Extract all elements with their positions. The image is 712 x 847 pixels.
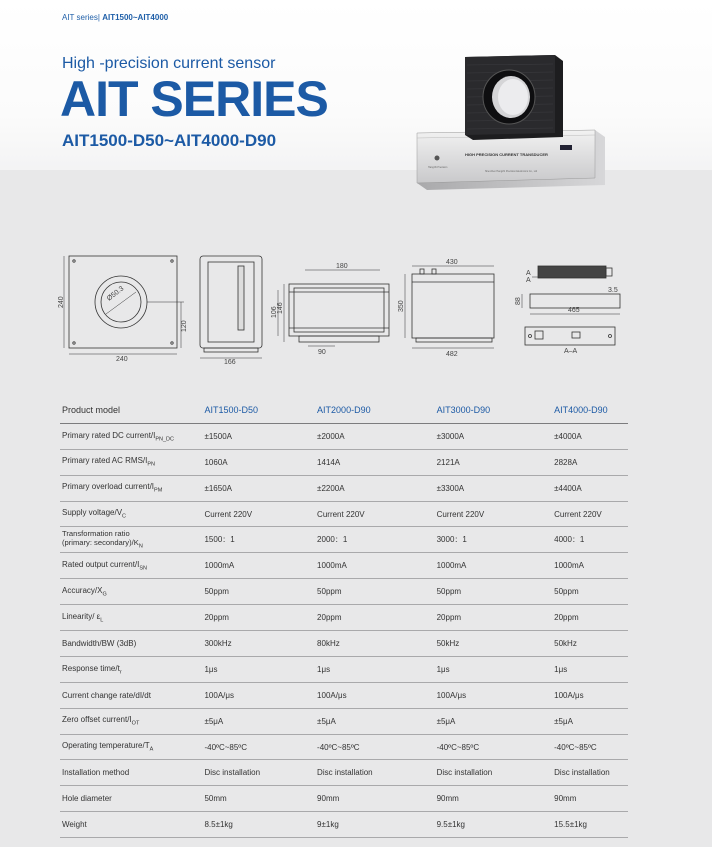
table-cell: 15.5±1kg xyxy=(554,820,587,830)
row-label-subscript: r xyxy=(119,669,122,676)
table-cell: 20ppm xyxy=(317,613,342,623)
dim-front-dia: Ø50.3 xyxy=(105,285,126,303)
table-cell: Current 220V xyxy=(204,509,253,519)
row-label-text: Primary rated DC current/I xyxy=(62,430,156,440)
dim-rack-top: 430 xyxy=(446,259,458,266)
table-cell: ±3000A xyxy=(436,431,465,441)
table-row xyxy=(60,605,628,631)
page-subtitle: High -precision current sensor xyxy=(62,55,276,72)
table-cell: ±2000A xyxy=(317,431,345,441)
top-view-drawing xyxy=(278,270,389,346)
row-label-text: Hole diameter xyxy=(62,794,112,804)
row-label-text: Installation method xyxy=(62,768,130,778)
table-cell: 90mm xyxy=(317,794,340,804)
product-photo xyxy=(415,55,615,195)
row-label xyxy=(60,527,204,553)
table-cell: Current 220V xyxy=(436,509,485,519)
dim-top-top: 180 xyxy=(336,263,348,270)
table-cell: ±1500A xyxy=(204,431,232,441)
technical-drawings xyxy=(58,252,630,366)
table-row xyxy=(60,631,628,657)
dim-rack-bottom: 482 xyxy=(446,351,458,358)
breadcrumb xyxy=(62,13,168,22)
row-label-text: Bandwidth/BW (3dB) xyxy=(62,638,137,648)
table-cell: 50ppm xyxy=(204,587,229,597)
table-cell: 100A/μs xyxy=(554,690,584,700)
table-cell: 100A/μs xyxy=(436,690,467,700)
table-row xyxy=(60,475,628,501)
table-cell: 1000mA xyxy=(317,561,347,571)
table-row xyxy=(60,812,628,838)
row-label-text: Accuracy/X xyxy=(62,585,103,595)
table-cell: Disc installation xyxy=(554,768,610,778)
column-header: AIT2000-D90 xyxy=(317,405,371,416)
table-cell: 50mm xyxy=(204,794,227,804)
table-cell: Disc installation xyxy=(317,768,373,778)
dim-top-h1: 146 xyxy=(277,302,284,314)
table-row xyxy=(60,734,628,760)
row-label-subscript: C xyxy=(122,513,127,520)
table-cell: 100A/μs xyxy=(204,690,234,700)
table-cell: 1500：1 xyxy=(204,535,235,545)
table-row xyxy=(60,760,628,786)
table-cell: ±4000A xyxy=(554,431,582,441)
row-label-subscript: SN xyxy=(139,565,148,572)
dim-panel-h: 88 xyxy=(515,297,522,305)
table-cell: ±3300A xyxy=(436,483,465,493)
row-label-subscript: N xyxy=(138,543,143,550)
row-label-text: Linearity/ ε xyxy=(62,611,101,621)
table-cell: 1μs xyxy=(554,664,568,674)
table-cell: 50ppm xyxy=(436,587,462,597)
table-cell: 50ppm xyxy=(554,587,579,597)
dim-top-bottom: 90 xyxy=(318,349,326,356)
table-row xyxy=(60,656,628,682)
breadcrumb-models[interactable]: AIT1500~AIT4000 xyxy=(102,13,169,22)
table-cell: 1000mA xyxy=(436,561,467,571)
table-cell: 3000：1 xyxy=(436,535,467,545)
table-cell: 1000mA xyxy=(554,561,584,571)
row-label xyxy=(60,760,204,786)
row-label xyxy=(60,786,204,812)
table-cell: 8.5±1kg xyxy=(204,820,233,830)
table-row xyxy=(60,501,628,527)
row-label xyxy=(60,553,204,579)
row-label xyxy=(60,631,204,657)
row-label-subscript: L xyxy=(100,617,104,624)
table-cell: ±5μA xyxy=(204,716,224,726)
table-cell: 4000：1 xyxy=(554,535,585,545)
row-label xyxy=(60,812,204,838)
spec-table xyxy=(60,398,628,838)
row-label xyxy=(60,579,204,605)
row-label-subscript: A xyxy=(149,746,154,753)
table-cell: ±4400A xyxy=(554,483,582,493)
table-cell: 2121A xyxy=(436,457,460,467)
table-row xyxy=(60,579,628,605)
front-view-drawing xyxy=(64,256,184,354)
table-row xyxy=(60,527,628,553)
table-cell: -40ºC~85ºC xyxy=(317,742,360,752)
row-label xyxy=(60,449,204,475)
table-cell: 2828A xyxy=(554,457,578,467)
product-photo-left-text: Hangzhi Precision xyxy=(428,166,448,169)
table-cell: 1060A xyxy=(204,457,228,467)
row-label xyxy=(60,656,204,682)
dim-top-h2: 106 xyxy=(271,306,278,318)
row-label-text: Weight xyxy=(62,820,87,830)
rack-view-drawing xyxy=(405,266,494,348)
table-cell: Current 220V xyxy=(317,509,365,519)
breadcrumb-section[interactable]: AIT series xyxy=(62,13,98,22)
table-cell: ±1650A xyxy=(204,483,232,493)
table-cell: 50kHz xyxy=(554,638,577,648)
table-row xyxy=(60,708,628,734)
row-label-text: Rated output current/I xyxy=(62,559,140,569)
page-title: AIT SERIES xyxy=(60,71,328,127)
product-photo-label: HIGH PRECISION CURRENT TRANSDUCER xyxy=(465,152,548,157)
table-row xyxy=(60,682,628,708)
table-cell: ±5μA xyxy=(436,716,456,726)
table-cell: Disc installation xyxy=(204,768,261,778)
row-label-text: Supply voltage/V xyxy=(62,508,123,518)
column-header: AIT1500-D50 xyxy=(204,405,258,416)
table-cell: 1μs xyxy=(436,664,450,674)
row-label-text: Response time/t xyxy=(62,663,120,673)
table-cell: 20ppm xyxy=(554,613,579,623)
table-cell: ±2200A xyxy=(317,483,345,493)
row-label-text: Primary overload current/I xyxy=(62,482,155,492)
table-row xyxy=(60,553,628,579)
table-cell: 300kHz xyxy=(204,638,232,648)
dim-panel-w: 465 xyxy=(568,307,580,314)
model-range: AIT1500-D50~AIT4000-D90 xyxy=(62,131,277,150)
dim-panel-section: A–A xyxy=(564,348,578,355)
table-row xyxy=(60,786,628,812)
table-cell: 9±1kg xyxy=(317,820,339,830)
panel-view-drawing xyxy=(522,266,620,345)
table-cell: 20ppm xyxy=(436,613,462,623)
dim-panel-d: 3.5 xyxy=(608,287,618,294)
product-photo-small-text: Shenzhen Hangzhi Precision Electronics Co., Ltd xyxy=(485,170,538,173)
table-row xyxy=(60,423,628,449)
table-cell: -40ºC~85ºC xyxy=(436,742,480,752)
column-header: AIT4000-D90 xyxy=(554,405,608,416)
table-row xyxy=(60,449,628,475)
table-cell: 100A/μs xyxy=(317,690,347,700)
table-cell: 50kHz xyxy=(436,638,460,648)
table-cell: 1414A xyxy=(317,457,341,467)
table-cell: Current 220V xyxy=(554,509,602,519)
row-label-subscript: G xyxy=(102,591,107,598)
dim-rack-height: 350 xyxy=(398,300,405,312)
table-cell: -40ºC~85ºC xyxy=(554,742,597,752)
row-label xyxy=(60,708,204,734)
row-label-subscript: PN_DC xyxy=(155,436,175,443)
table-cell: -40ºC~85ºC xyxy=(204,742,247,752)
table-cell: ±5μA xyxy=(317,716,336,726)
row-label-text: Primary rated AC RMS/I xyxy=(62,456,148,466)
row-label xyxy=(60,475,204,501)
row-label xyxy=(60,423,204,449)
table-cell: 9.5±1kg xyxy=(436,820,466,830)
row-label xyxy=(60,734,204,760)
row-label-text: Transformation ratio xyxy=(62,529,130,539)
row-label-text-2: (primary: secondary)/K xyxy=(62,537,139,547)
dim-side-width: 166 xyxy=(224,359,236,366)
table-cell: 90mm xyxy=(554,794,577,804)
table-cell: 50ppm xyxy=(317,587,342,597)
row-label xyxy=(60,501,204,527)
table-cell: Disc installation xyxy=(436,768,493,778)
row-label-subscript: PM xyxy=(154,487,163,494)
column-header: Product model xyxy=(62,405,121,416)
table-cell: 1μs xyxy=(204,664,218,674)
dim-front-width: 240 xyxy=(116,356,128,363)
row-label xyxy=(60,682,204,708)
breadcrumb-separator: | xyxy=(97,13,100,22)
dim-panel-a2: A xyxy=(526,277,531,284)
row-label-text: Operating temperature/T xyxy=(62,741,150,751)
dim-panel-a1: A xyxy=(526,270,531,277)
table-cell: 20ppm xyxy=(204,613,229,623)
dim-front-height: 240 xyxy=(58,296,65,308)
dim-front-offset: 120 xyxy=(181,320,188,332)
table-cell: ±5μA xyxy=(554,716,573,726)
table-cell: 2000：1 xyxy=(317,535,348,545)
spec-table-body xyxy=(60,423,628,837)
row-label xyxy=(60,605,204,631)
row-label-subscript: OT xyxy=(131,720,140,727)
side-view-drawing xyxy=(200,256,262,358)
table-cell: 80kHz xyxy=(317,638,340,648)
table-cell: 90mm xyxy=(436,794,459,804)
column-header: AIT3000-D90 xyxy=(436,405,491,416)
row-label-subscript: PN xyxy=(147,462,155,469)
table-header-row xyxy=(60,398,628,423)
table-cell: 1000mA xyxy=(204,561,235,571)
row-label-text: Zero offset current/I xyxy=(62,715,132,725)
table-cell: 1μs xyxy=(317,664,331,674)
row-label-text: Current change rate/dI/dt xyxy=(62,690,151,700)
